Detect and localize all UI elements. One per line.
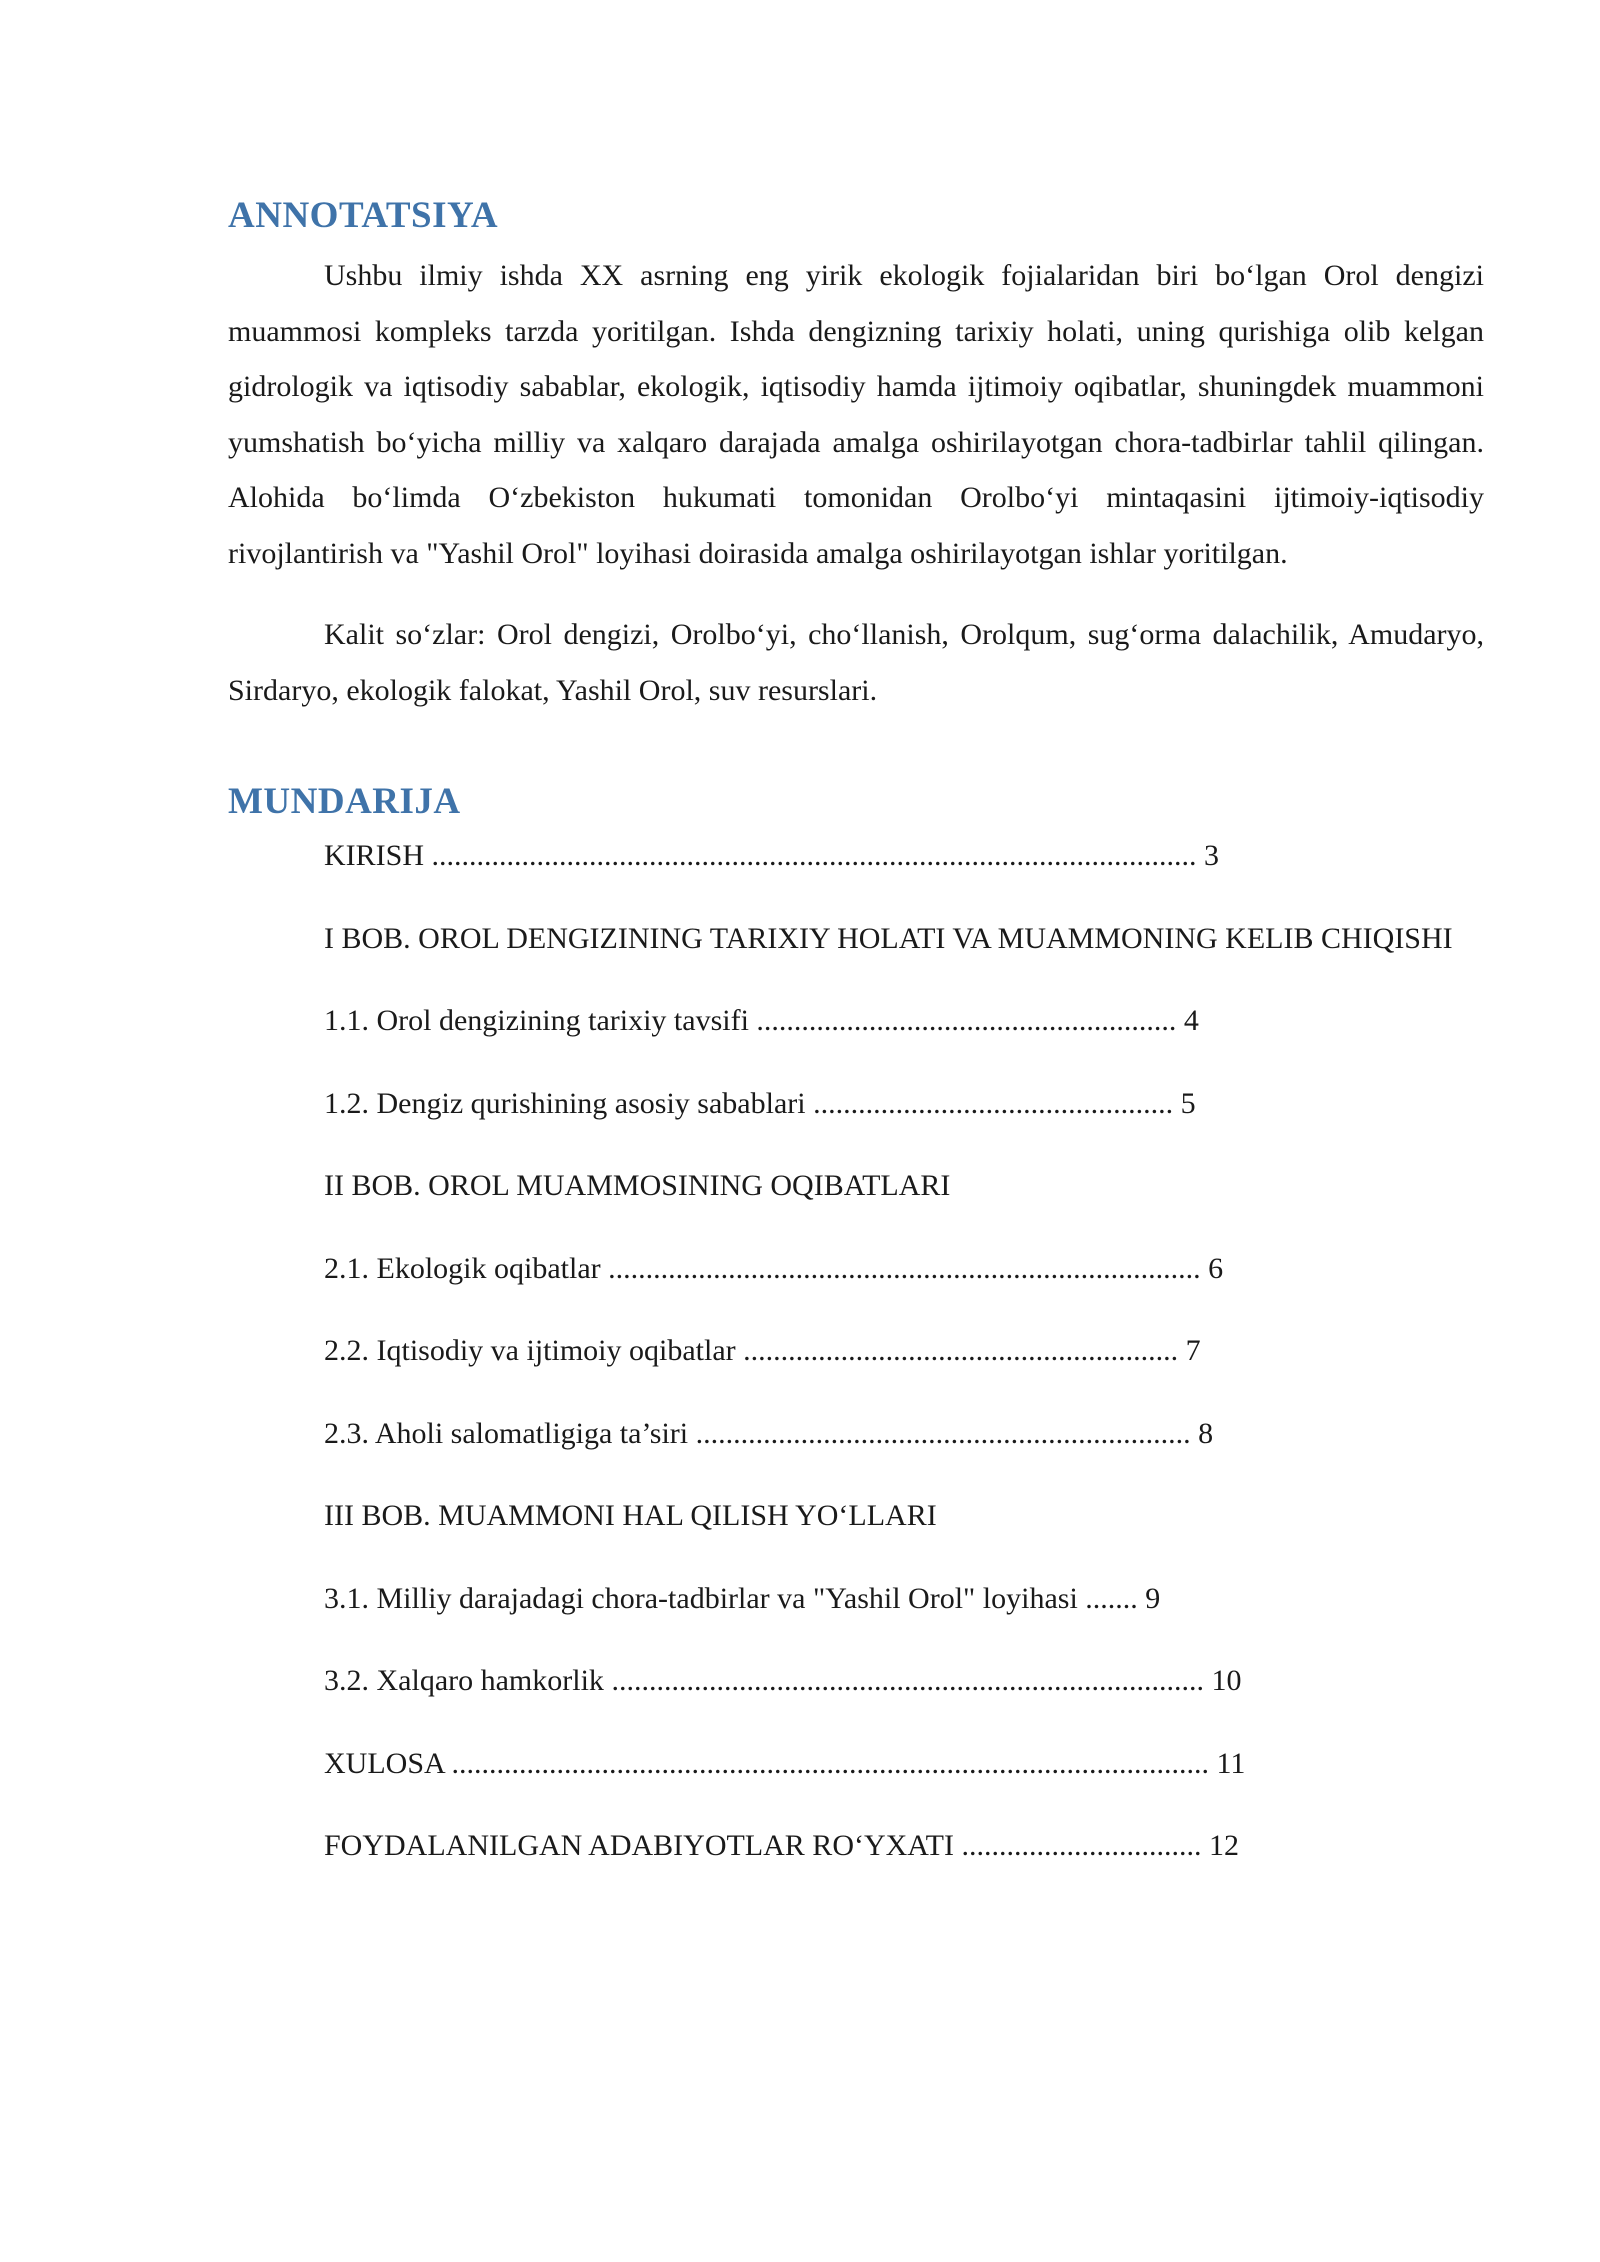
toc-entry-2-1[interactable] (228, 1241, 1484, 1297)
toc-dot-leader: ............................................................................... (603, 1664, 1204, 1697)
toc-entry-3-2[interactable] (228, 1653, 1484, 1709)
toc-entry-title: FOYDALANILGAN ADABIYOTLAR RO‘YXATI (324, 1829, 954, 1862)
document-page (228, 190, 1484, 1901)
contents-heading: MUNDARIJA (228, 781, 461, 822)
toc-entry-title: XULOSA (324, 1746, 445, 1780)
toc-entry-2-3[interactable] (228, 1406, 1484, 1462)
toc-entry-conclusion[interactable] (228, 1736, 1484, 1792)
toc-dot-leader: ...................................................................................................... (424, 839, 1197, 872)
toc-entry-title: 2.2. Iqtisodiy va ijtimoiy oqibatlar (324, 1334, 736, 1367)
annotation-heading: ANNOTATSIYA (228, 195, 499, 236)
toc-dot-leader: ............................................................................... (600, 1251, 1201, 1285)
toc-dot-leader: .......................................................... (735, 1334, 1179, 1367)
table-of-contents (228, 828, 1484, 1874)
toc-page-number: 9 (1145, 1581, 1161, 1615)
toc-dot-leader: ................................ (953, 1829, 1202, 1862)
toc-entry-1-1[interactable] (228, 993, 1484, 1049)
toc-dot-leader: ..................................................................................................... (444, 1746, 1210, 1780)
toc-entry-title: I BOB. OROL DENGIZINING TARIXIY HOLATI VA MUAMMONING KELIB CHIQISHI (324, 921, 1453, 955)
toc-dot-leader: .................................................................. (688, 1416, 1191, 1450)
toc-entry-chapter-2[interactable] (228, 1158, 1484, 1214)
toc-entry-title: 1.1. Orol dengizining tarixiy tavsifi (324, 1004, 749, 1037)
toc-page-number: 10 (1211, 1664, 1242, 1697)
toc-entry-2-2[interactable] (228, 1323, 1484, 1379)
toc-page-number: 3 (1204, 839, 1220, 872)
toc-page-number: 5 (1180, 1086, 1196, 1120)
toc-entry-title: 3.1. Milliy darajadagi chora-tadbirlar va "Yashil Orol" loyihasi (324, 1581, 1078, 1615)
annotation-body: Ushbu ilmiy ishda XX asrning eng yirik ekologik fojialaridan biri bo‘lgan Orol dengizi muammosi kompleks tarzda yoritilgan. Ishda dengizning tarixiy holati, uning qurishiga olib kelgan gidrologik va iqtisodiy sabablar, ekologik, iqtisodiy hamda ijtimoiy oqibatlar, shuningdek muammoni yumshatish bo‘yicha milliy va xalqaro darajada amalga oshirilayotgan chora-tadbirlar tahlil qilingan. Alohida bo‘limda O‘zbekiston hukumati tomonidan Orolbo‘yi mintaqasini ijtimoiy-iqtisodiy rivojlantirish va "Yashil Orol" loyihasi doirasida amalga oshirilayotgan ishlar yoritilgan. (228, 259, 1484, 570)
toc-entry-title: 3.2. Xalqaro hamkorlik (324, 1664, 604, 1697)
toc-entry-title: KIRISH (324, 839, 425, 872)
toc-entry-introduction[interactable] (228, 828, 1484, 884)
toc-dot-leader: ........................................................ (748, 1004, 1177, 1037)
toc-page-number: 6 (1208, 1251, 1224, 1285)
toc-entry-title: 2.3. Aholi salomatligiga ta’siri (324, 1416, 689, 1450)
toc-dot-leader: ....... (1077, 1581, 1138, 1615)
toc-entry-1-2[interactable] (228, 1076, 1484, 1132)
toc-page-number: 4 (1183, 1004, 1199, 1037)
toc-page-number: 11 (1216, 1746, 1246, 1780)
toc-entry-title: 2.1. Ekologik oqibatlar (324, 1251, 601, 1285)
toc-entry-chapter-3[interactable] (228, 1488, 1484, 1544)
toc-page-number: 8 (1198, 1416, 1214, 1450)
toc-page-number: 12 (1208, 1829, 1239, 1862)
toc-entry-chapter-1[interactable] (228, 911, 1484, 967)
toc-entry-title: III BOB. MUAMMONI HAL QILISH YO‘LLARI (324, 1499, 937, 1532)
toc-page-number: 7 (1185, 1334, 1201, 1367)
toc-entry-3-1[interactable] (228, 1571, 1484, 1627)
toc-dot-leader: ................................................ (805, 1086, 1174, 1120)
keywords-paragraph: Kalit so‘zlar: Orol dengizi, Orolbo‘yi, cho‘llanish, Orolqum, sug‘orma dalachilik, Amudaryo, Sirdaryo, ekologik falokat, Yashil Orol, suv resurslari. (228, 618, 1484, 707)
toc-entry-title: II BOB. OROL MUAMMOSINING OQIBATLARI (324, 1169, 951, 1202)
toc-entry-title: 1.2. Dengiz qurishining asosiy sabablari (324, 1086, 806, 1120)
toc-entry-references[interactable] (228, 1818, 1484, 1874)
